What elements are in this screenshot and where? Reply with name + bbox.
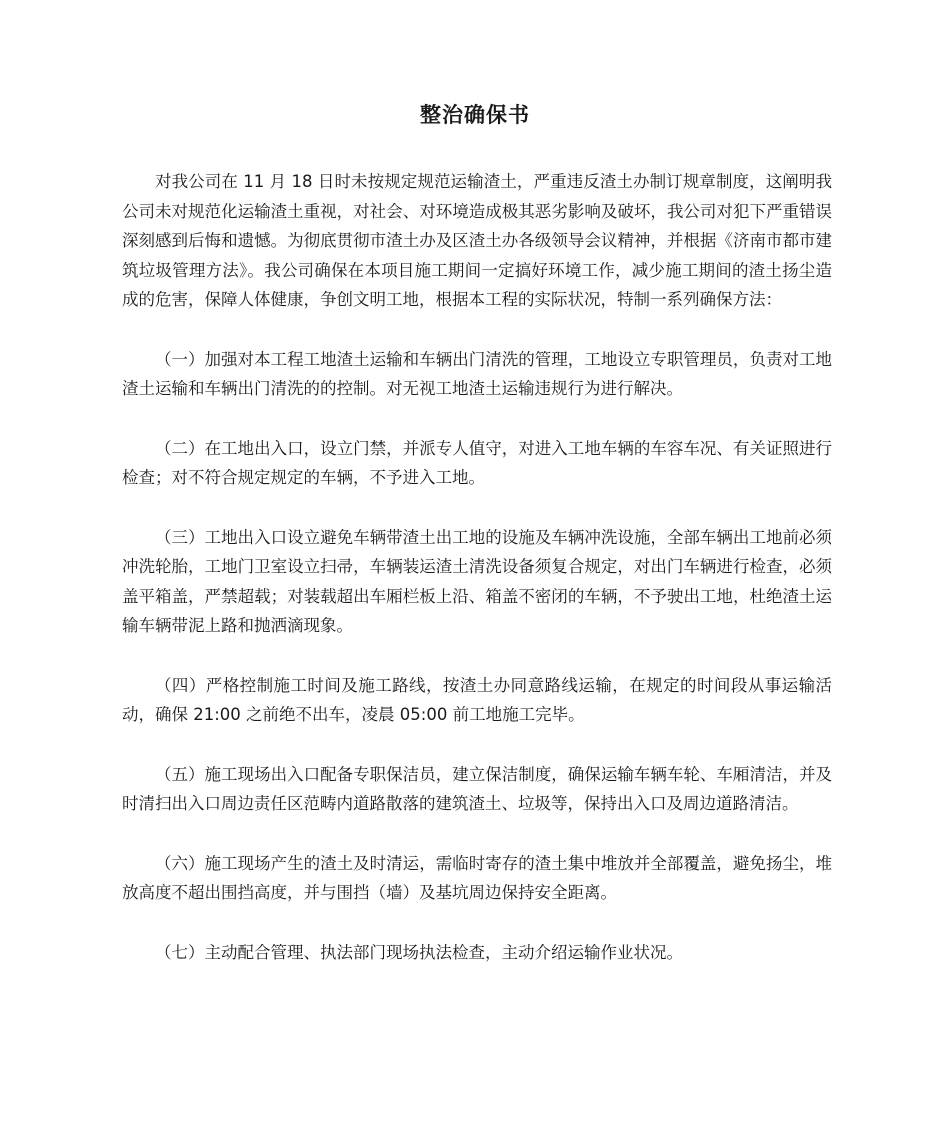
intro-paragraph: 对我公司在 11 月 18 日时未按规定规范运输渣土，严重违反渣土办制订规章制度，这阐明我公司未对规范化运输渣土重视，对社会、对环境造成极其恶劣影响及破坏，我公司对犯下严重错误深刻感到后悔和遗憾。为彻底贯彻市渣土办及区渣土办各级领导会议精神，并根据《济南市都市建筑垃圾管理方法》。我公司确保在本项目施工期间一定搞好环境工作，减少施工期间的渣土扬尘造成的危害，保障人体健康，争创文明工地，根据本工程的实际状况，特制一系列确保方法： <box>122 172 832 309</box>
measure-item-1: （一）加强对本工程工地渣土运输和车辆出门清洗的管理，工地设立专职管理员，负责对工地渣土运输和车辆出门清洗的的控制。对无视工地渣土运输违规行为进行解决。 <box>122 349 832 398</box>
measure-item-5: （五）施工现场出入口配备专职保洁员，建立保洁制度，确保运输车辆车轮、车厢清洁，并及时清扫出入口周边责任区范畴内道路散落的建筑渣土、垃圾等，保持出入口及周边道路清洁。 <box>122 764 832 813</box>
measure-item-4: （四）严格控制施工时间及施工路线，按渣土办同意路线运输，在规定的时间段从事运输活动，确保 21:00 之前绝不出车，凌晨 05:00 前工地施工完毕。 <box>122 675 832 724</box>
document-body <box>122 167 832 967</box>
measure-item-7: （七）主动配合管理、执法部门现场执法检查，主动介绍运输作业状况。 <box>155 942 683 962</box>
measure-item-3: （三）工地出入口设立避免车辆带渣土出工地的设施及车辆冲洗设施，全部车辆出工地前必须冲洗轮胎，工地门卫室设立扫帚，车辆装运渣土清洗设备须复合规定，对出门车辆进行检查，必须盖平箱盖，严禁超载；对装载超出车厢栏板上沿、箱盖不密闭的车辆，不予驶出工地，杜绝渣土运输车辆带泥上路和抛洒滴现象。 <box>122 527 832 635</box>
measure-item-6: （六）施工现场产生的渣土及时清运，需临时寄存的渣土集中堆放并全部覆盖，避免扬尘，堆放高度不超出围挡高度，并与围挡（墙）及基坑周边保持安全距离。 <box>122 853 832 902</box>
measure-item-2: （二）在工地出入口，设立门禁，并派专人值守，对进入工地车辆的车容车况、有关证照进行检查；对不符合规定规定的车辆，不予进入工地。 <box>122 438 832 487</box>
document-title: 整治确保书 <box>420 103 530 127</box>
